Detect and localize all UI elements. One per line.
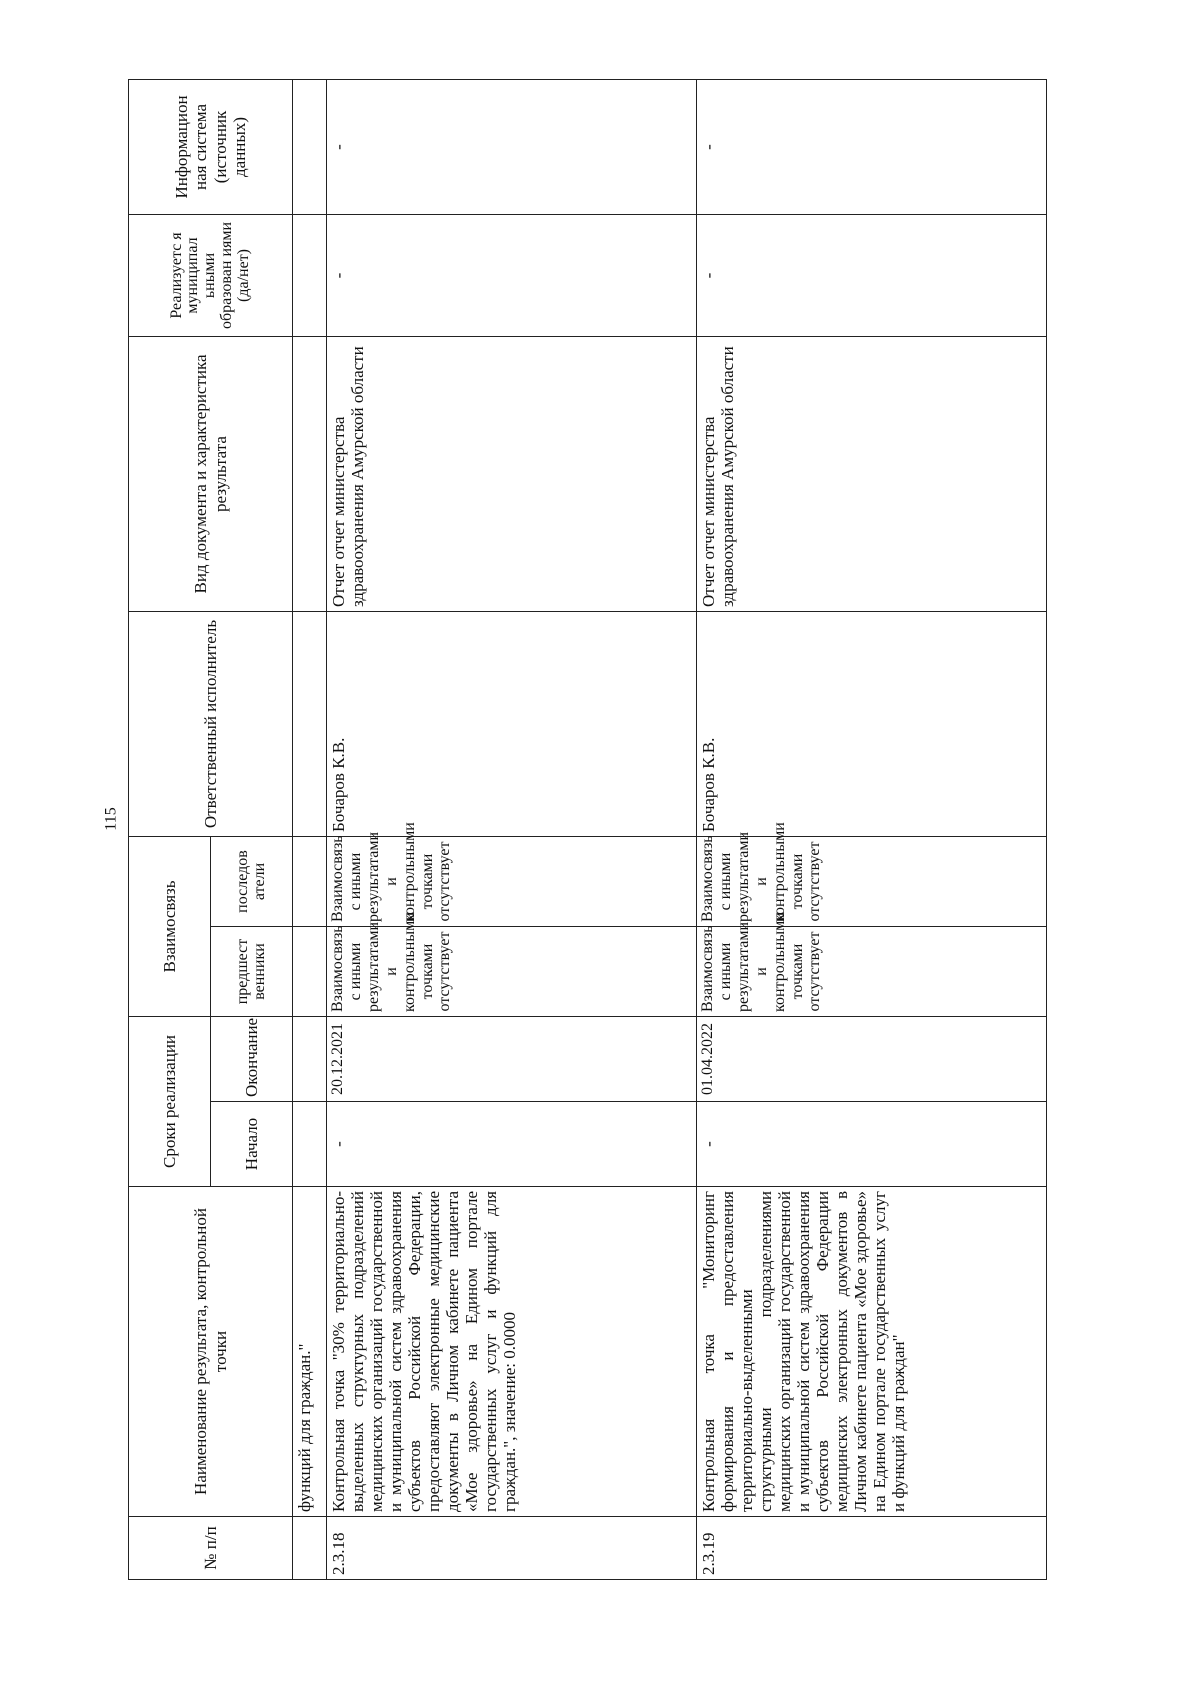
- row-start: -: [327, 1102, 697, 1187]
- continuation-row: [293, 79, 327, 1579]
- table-row: [327, 79, 697, 1579]
- row-succ: Взаимосвязь с иными результатами и контрольными точками отсутствует: [327, 836, 697, 926]
- header-info: Информацион ная система (источник данных): [129, 79, 293, 214]
- table-row: [697, 79, 1047, 1579]
- header-doc: Вид документа и характеристика результата: [129, 336, 293, 611]
- header-terms: Сроки реализации: [129, 1017, 211, 1187]
- row-end: 20.12.2021: [327, 1017, 697, 1102]
- results-table: [128, 79, 1047, 1580]
- header-mun: Реализуетс я муниципал ьными образован иями (да/нет): [129, 214, 293, 336]
- header-num: № п/п: [129, 1517, 293, 1580]
- header-row-1: [129, 79, 211, 1579]
- row-mun: -: [697, 214, 1047, 336]
- row-num: 2.3.18: [327, 1517, 697, 1580]
- continuation-text: функций для граждан.": [293, 1187, 327, 1517]
- row-pred: Взаимосвязь с иными результатами и контрольными точками отсутствует: [327, 927, 697, 1017]
- row-pred: Взаимосвязь с иными результатами и контрольными точками отсутствует: [697, 927, 1047, 1017]
- row-name: Контрольная точка "30% территориально-выделенных структурных подразделений медицинских организаций государственной и муниципальной систем здравоохранения субъектов Российской Федерации, предоставляют электронные медицинские документы в Личном кабинете пациента «Мое здоровье» на Едином портале государственных услуг и функций для граждан.", значение: 0.0000: [327, 1187, 697, 1517]
- header-end: Окончание: [211, 1017, 293, 1102]
- header-pred: предшест венники: [211, 927, 293, 1017]
- row-info: -: [697, 79, 1047, 214]
- row-end: 01.04.2022: [697, 1017, 1047, 1102]
- rotated-table-wrapper: [128, 80, 1133, 1580]
- header-link: Взаимосвязь: [129, 836, 211, 1016]
- row-resp: Бочаров К.В.: [697, 611, 1047, 836]
- row-info: -: [327, 79, 697, 214]
- row-mun: -: [327, 214, 697, 336]
- row-doc: Отчет отчет министерства здравоохранения Амурской области: [697, 336, 1047, 611]
- header-start: Начало: [211, 1102, 293, 1187]
- header-name: Наименование результата, контрольной точки: [129, 1187, 293, 1517]
- row-name: Контрольная точка "Мониторинг формирования и предоставления территориально-выделенными структурными подразделениями медицинских организаций государственной и муниципальной систем здравоохранения субъектов Российской Федерации медицинских электронных документов в Личном кабинете пациента «Мое здоровье» на Едином портале государственных услуг и функций для граждан": [697, 1187, 1047, 1517]
- header-resp: Ответственный исполнитель: [129, 611, 293, 836]
- row-doc: Отчет отчет министерства здравоохранения Амурской области: [327, 336, 697, 611]
- header-succ: последов атели: [211, 836, 293, 926]
- row-start: -: [697, 1102, 1047, 1187]
- row-succ: Взаимосвязь с иными результатами и контрольными точками отсутствует: [697, 836, 1047, 926]
- rotated-table-inner: [128, 80, 1133, 1580]
- row-resp: Бочаров К.В.: [327, 611, 697, 836]
- row-num: 2.3.19: [697, 1517, 1047, 1580]
- page-number: 115: [102, 807, 120, 831]
